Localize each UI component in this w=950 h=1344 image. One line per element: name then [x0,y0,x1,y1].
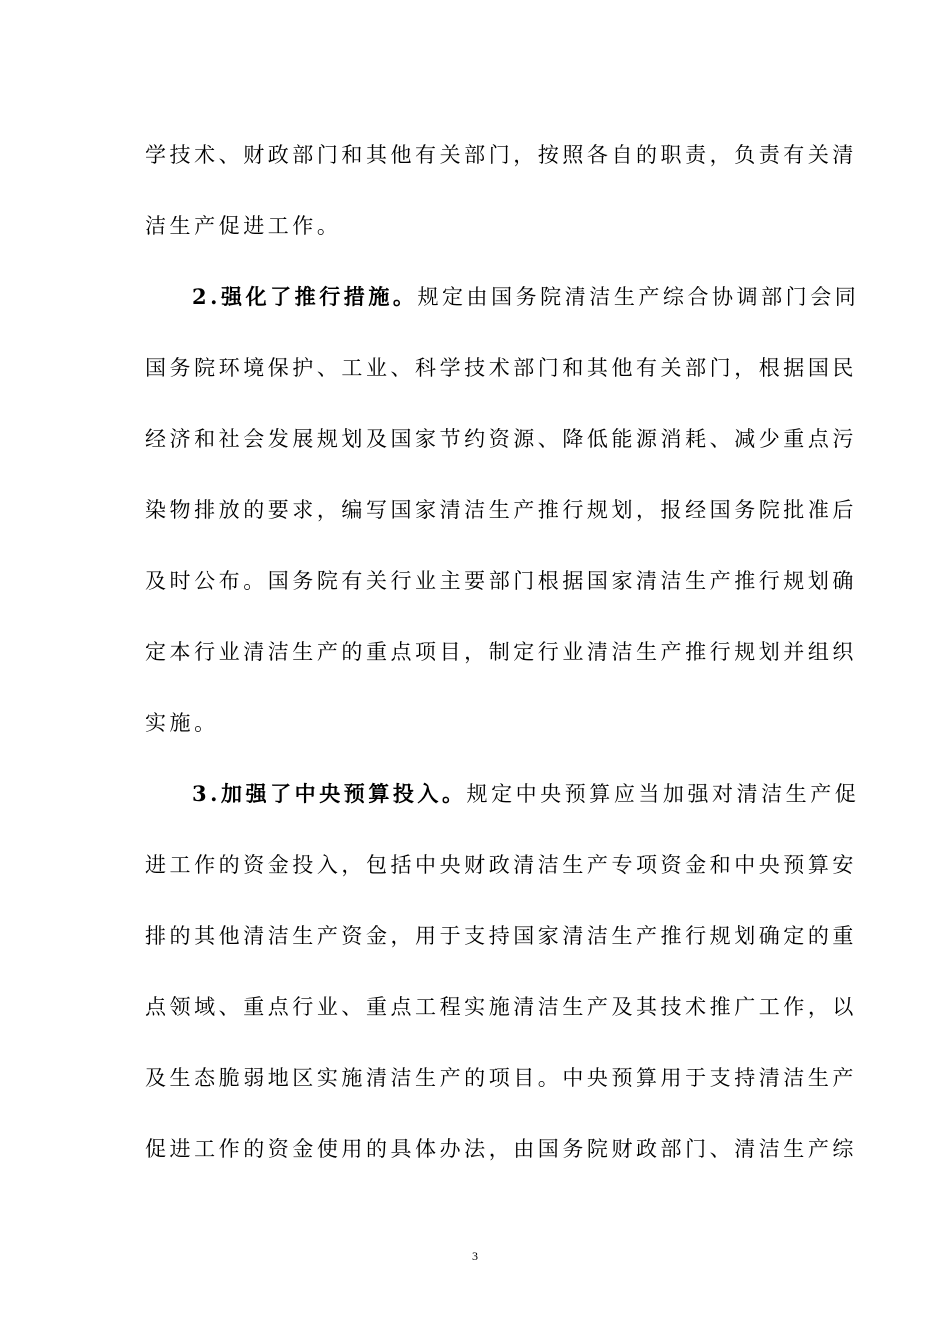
paragraph-line: 染物排放的要求，编写国家清洁生产推行规划，报经国务院批准后 [145,498,857,522]
paragraph-line: 洁生产促进工作。 [145,214,342,238]
paragraph-line: 进工作的资金投入，包括中央财政清洁生产专项资金和中央预算安 [145,853,857,877]
paragraph-line: 促进工作的资金使用的具体办法，由国务院财政部门、清洁生产综 [145,1137,857,1161]
paragraph-line: 经济和社会发展规划及国家节约资源、降低能源消耗、减少重点污 [145,427,857,451]
section-heading-3: 3.加强了中央预算投入。 [192,781,467,806]
section-text: 规定中央预算应当加强对清洁生产促 [466,782,860,806]
paragraph-line: 点领域、重点行业、重点工程实施清洁生产及其技术推广工作，以 [145,995,857,1019]
paragraph-line: 国务院环境保护、工业、科学技术部门和其他有关部门，根据国民 [145,356,857,380]
paragraph-line: 学技术、财政部门和其他有关部门，按照各自的职责，负责有关清 [145,143,857,167]
page-number: 3 [472,1249,478,1263]
section-text: 规定由国务院清洁生产综合协调部门会同 [417,285,860,309]
section-2-line [192,281,860,313]
paragraph-line: 定本行业清洁生产的重点项目，制定行业清洁生产推行规划并组织 [145,640,857,664]
paragraph-line: 排的其他清洁生产资金，用于支持国家清洁生产推行规划确定的重 [145,924,857,948]
paragraph-line: 及生态脆弱地区实施清洁生产的项目。中央预算用于支持清洁生产 [145,1066,857,1090]
section-3-line [192,778,860,810]
paragraph-line: 及时公布。国务院有关行业主要部门根据国家清洁生产推行规划确 [145,569,857,593]
paragraph-line: 实施。 [145,711,219,735]
section-heading-2: 2.强化了推行措施。 [192,284,418,309]
